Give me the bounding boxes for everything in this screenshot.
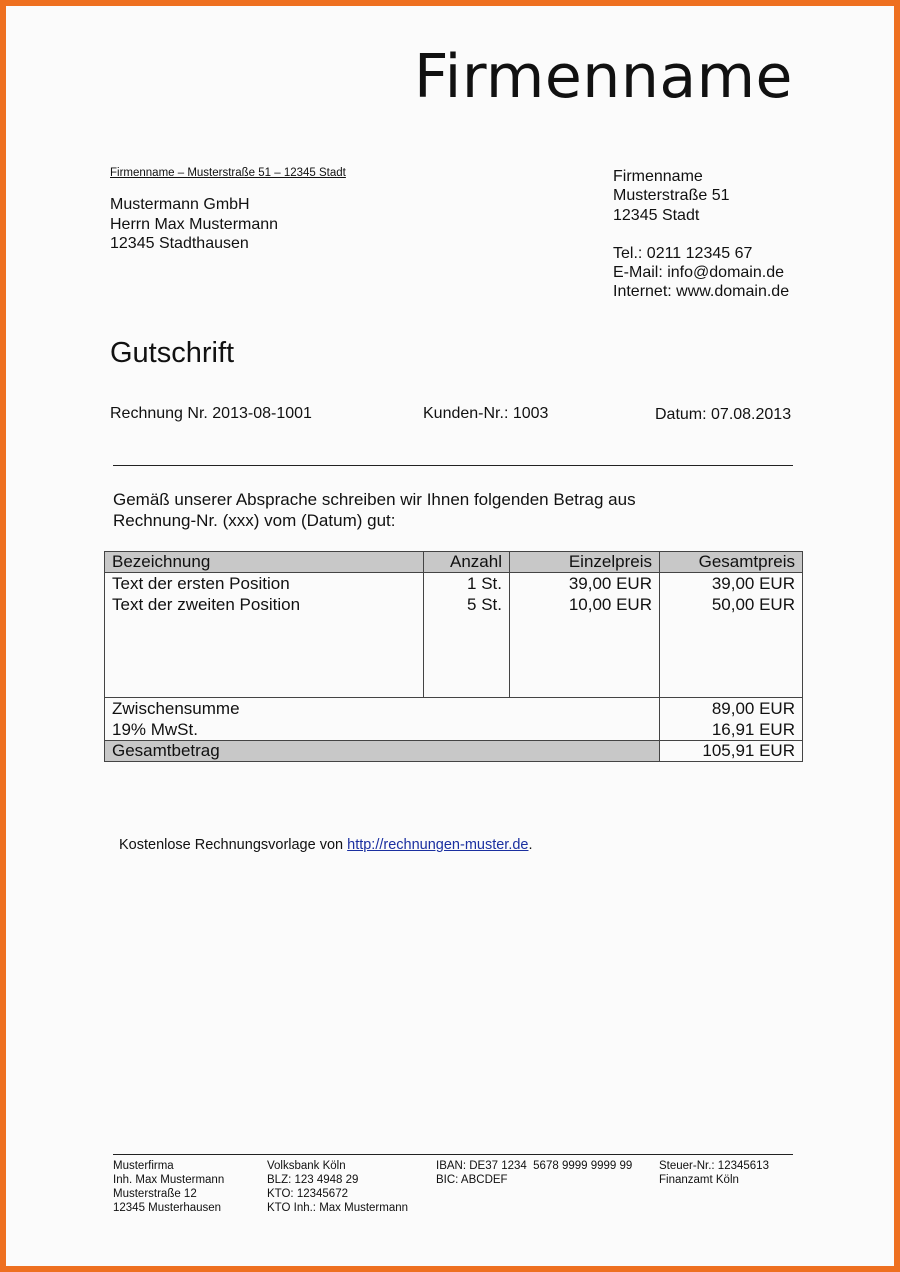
intro-text [113, 489, 636, 531]
company-title: Firmenname [414, 42, 793, 112]
footer-company-column [113, 1159, 224, 1215]
grand-total-value: 105,91 EUR [660, 741, 803, 762]
unit-price-cell [510, 573, 660, 698]
document-date: Datum: 07.08.2013 [655, 406, 792, 423]
footer-line: KTO: 12345672 [267, 1188, 348, 1200]
position-description: Text der zweiten Position [112, 595, 301, 614]
position-quantity: 5 St. [467, 595, 502, 614]
grand-total-row [105, 741, 803, 762]
tax-value: 16,91 EUR [711, 720, 795, 739]
table-positions-row [105, 573, 803, 698]
company-email: E-Mail: info@domain.de [613, 264, 784, 282]
recipient-line: Herrn Max Mustermann [110, 215, 279, 233]
footer-line: BIC: ABCDEF [436, 1174, 508, 1186]
recipient-line: 12345 Stadthausen [110, 235, 249, 252]
column-header-unit-price: Einzelpreis [510, 552, 660, 573]
footer-bank-column [267, 1159, 408, 1215]
sender-return-address: Firmenname – Musterstraße 51 – 12345 Stadt [110, 167, 346, 179]
footer-line: BLZ: 123 4948 29 [267, 1174, 359, 1186]
footer-line: Finanzamt Köln [659, 1174, 739, 1186]
template-credit-note [119, 837, 533, 853]
invoice-number: Rechnung Nr. 2013-08-1001 [110, 405, 312, 422]
column-header-quantity: Anzahl [424, 552, 510, 573]
description-cell [105, 573, 424, 698]
footer-line: Steuer-Nr.: 12345613 [659, 1160, 769, 1172]
grand-total-label: Gesamtbetrag [105, 741, 660, 762]
company-info-block [613, 167, 789, 302]
recipient-address [110, 195, 278, 254]
table-header-row [105, 552, 803, 573]
credit-text: Kostenlose Rechnungsvorlage von [119, 837, 348, 853]
company-phone: Tel.: 0211 12345 67 [613, 244, 753, 262]
company-website: Internet: www.domain.de [613, 283, 790, 301]
column-header-total-price: Gesamtpreis [660, 552, 803, 573]
subtotal-label: Zwischensumme [112, 699, 240, 718]
divider-line [113, 465, 793, 466]
company-address-line: Musterstraße 51 [613, 187, 730, 205]
intro-line: Gemäß unserer Absprache schreiben wir Ihnen folgenden Betrag aus [113, 490, 636, 509]
subtotal-value: 89,00 EUR [711, 699, 795, 718]
total-price-cell [660, 573, 803, 698]
items-table [104, 551, 803, 762]
credit-link[interactable]: http://rechnungen-muster.de [347, 837, 529, 853]
footer-line: 12345 Musterhausen [113, 1202, 222, 1214]
footer-tax-column [659, 1159, 769, 1187]
position-quantity: 1 St. [467, 574, 502, 593]
credit-suffix: . [528, 837, 533, 853]
position-unit-price: 10,00 EUR [568, 595, 652, 614]
sum-labels-cell [105, 698, 660, 741]
document-title: Gutschrift [110, 337, 235, 369]
footer-line: Musterfirma [113, 1160, 174, 1172]
footer-line: Volksbank Köln [267, 1160, 346, 1172]
footer-line: Musterstraße 12 [113, 1188, 197, 1200]
position-total-price: 50,00 EUR [711, 595, 795, 614]
intro-line: Rechnung-Nr. (xxx) vom (Datum) gut: [113, 511, 396, 530]
footer-line: IBAN: DE37 1234 5678 9999 9999 99 [436, 1160, 633, 1172]
footer-line: KTO Inh.: Max Mustermann [267, 1202, 409, 1214]
footer-iban-column [436, 1159, 632, 1187]
sum-values-cell [660, 698, 803, 741]
position-description: Text der ersten Position [112, 574, 290, 593]
recipient-line: Mustermann GmbH [110, 196, 250, 213]
customer-number: Kunden-Nr.: 1003 [423, 405, 549, 422]
footer-divider-line [113, 1154, 793, 1155]
position-total-price: 39,00 EUR [711, 574, 795, 593]
footer-line: Inh. Max Mustermann [113, 1174, 225, 1186]
column-header-description: Bezeichnung [105, 552, 424, 573]
quantity-cell [424, 573, 510, 698]
company-address-line: 12345 Stadt [613, 206, 700, 224]
position-unit-price: 39,00 EUR [568, 574, 652, 593]
tax-label: 19% MwSt. [112, 720, 198, 739]
company-address-line: Firmenname [613, 168, 703, 185]
subtotal-tax-row [105, 698, 803, 741]
